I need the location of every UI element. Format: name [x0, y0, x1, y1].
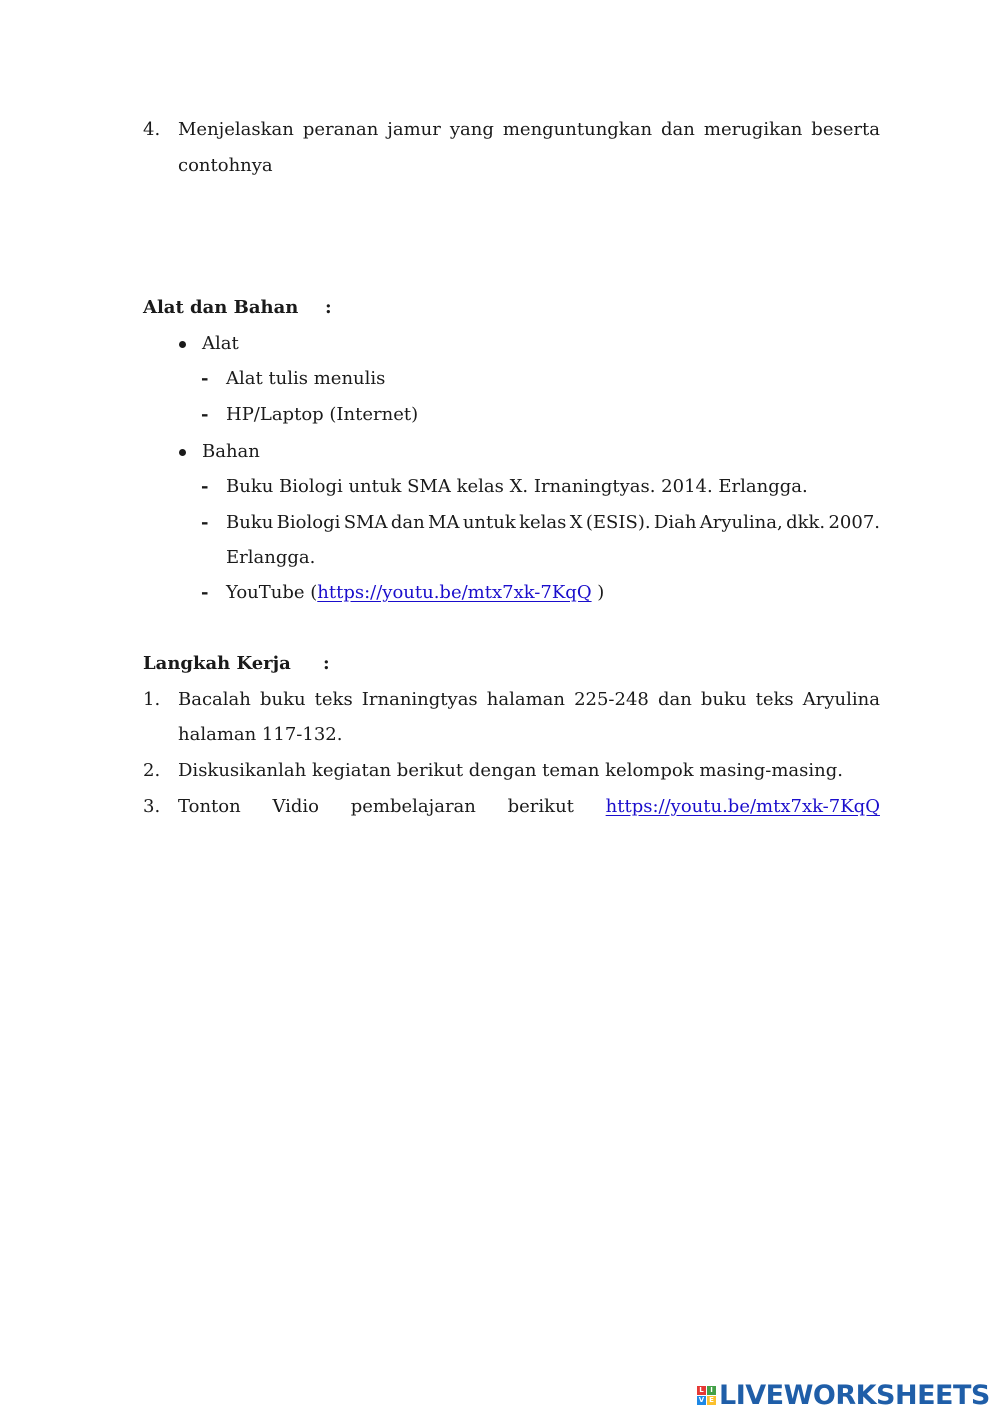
dash-icon: - — [201, 368, 209, 389]
liveworksheets-logo — [697, 1378, 990, 1412]
bahan-item-line — [226, 511, 880, 535]
logo-square: L — [697, 1386, 706, 1395]
steps-colon: : — [323, 653, 330, 674]
word: beserta — [811, 119, 880, 140]
dash-icon: - — [201, 512, 209, 533]
step-text-line — [178, 688, 880, 712]
bahan-item-continuation: Erlangga. — [226, 547, 316, 568]
word: dkk. — [786, 512, 826, 533]
word: dan — [657, 689, 692, 710]
logo-square: I — [707, 1386, 716, 1395]
step-number: 1. — [143, 689, 161, 710]
word: buku — [700, 689, 747, 710]
step-text: Diskusikanlah kegiatan berikut dengan teman kelompok masing-masing. — [178, 760, 843, 781]
youtube-prefix: YouTube ( — [226, 582, 318, 603]
word: teks — [755, 689, 794, 710]
alat-label: Alat — [202, 333, 239, 354]
bullet-icon — [179, 449, 186, 456]
materials-colon: : — [325, 297, 332, 318]
bullet-icon — [179, 341, 186, 348]
word: peranan — [302, 119, 379, 140]
video-link[interactable]: https://youtu.be/mtx7xk-7KqQ — [605, 796, 880, 817]
word: Aryulina, — [699, 512, 783, 533]
objective-text-line — [178, 118, 880, 142]
word: dan — [390, 512, 425, 533]
word: SMA — [343, 512, 388, 533]
word: dan — [661, 119, 695, 140]
word: Buku — [226, 512, 274, 533]
word: Vidio — [272, 796, 319, 817]
bahan-label: Bahan — [202, 441, 260, 462]
word: Menjelaskan — [178, 119, 294, 140]
objective-text-continuation: contohnya — [178, 155, 273, 176]
step-text-line — [178, 795, 880, 819]
word: pembelajaran — [350, 796, 476, 817]
logo-text: LIVEWORKSHEETS — [719, 1379, 990, 1411]
word: halaman — [486, 689, 565, 710]
word: Tonton — [178, 796, 241, 817]
word: (ESIS). — [585, 512, 651, 533]
step-number: 2. — [143, 760, 161, 781]
step-text-continuation: halaman 117-132. — [178, 724, 343, 745]
word: Bacalah — [178, 689, 251, 710]
logo-square: E — [707, 1396, 716, 1405]
materials-heading: Alat dan Bahan — [143, 297, 299, 318]
word: 225-248 — [574, 689, 649, 710]
alat-item: Alat tulis menulis — [226, 368, 386, 389]
word: 2007. — [828, 512, 880, 533]
word: Aryulina — [802, 689, 880, 710]
word: teks — [314, 689, 353, 710]
logo-square: V — [698, 1395, 705, 1404]
word: X — [569, 512, 583, 533]
word: menguntungkan — [502, 119, 653, 140]
word: Biologi — [276, 512, 341, 533]
bahan-item-youtube — [226, 581, 604, 605]
logo-icon — [697, 1386, 716, 1405]
step-number: 3. — [143, 796, 161, 817]
dash-icon: - — [201, 582, 209, 603]
word: Diah — [653, 512, 697, 533]
word: kelas — [519, 512, 567, 533]
word: buku — [259, 689, 306, 710]
word: Irnaningtyas — [361, 689, 478, 710]
dash-icon: - — [201, 476, 209, 497]
objective-number: 4. — [143, 119, 161, 140]
word: yang — [449, 119, 494, 140]
youtube-suffix: ) — [591, 582, 605, 603]
word: berikut — [507, 796, 574, 817]
word: untuk — [462, 512, 516, 533]
youtube-link[interactable]: https://youtu.be/mtx7xk-7KqQ — [317, 582, 592, 603]
bahan-item: Buku Biologi untuk SMA kelas X. Irnaningtyas. 2014. Erlangga. — [226, 476, 808, 497]
steps-heading: Langkah Kerja — [143, 653, 291, 674]
word: jamur — [387, 119, 441, 140]
word: MA — [428, 512, 460, 533]
word: merugikan — [703, 119, 803, 140]
dash-icon: - — [201, 404, 209, 425]
alat-item: HP/Laptop (Internet) — [226, 404, 419, 425]
